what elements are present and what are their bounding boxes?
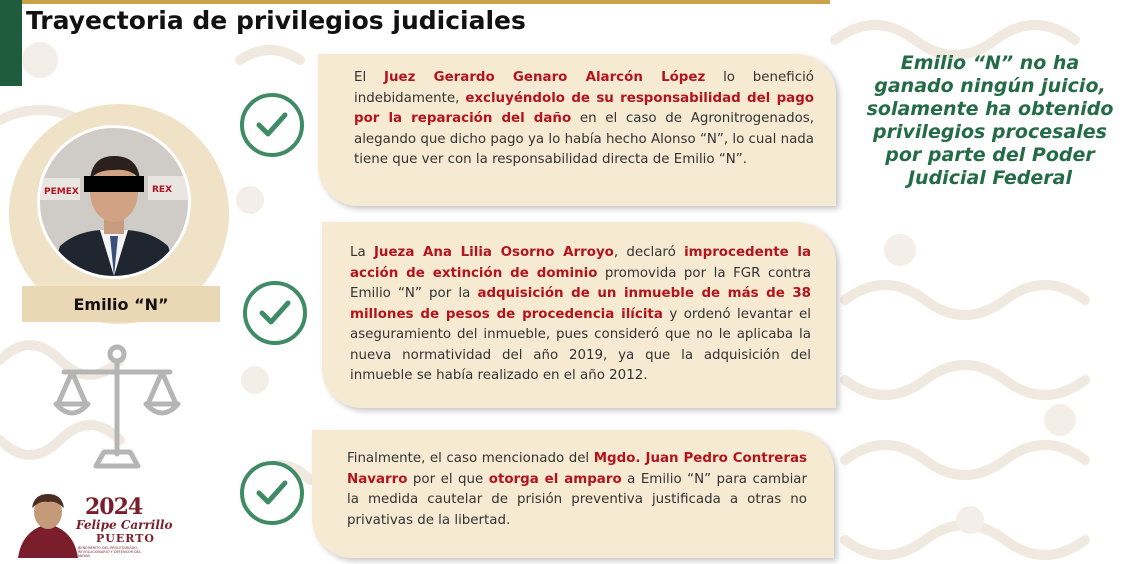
check-circle-icon [243, 281, 307, 345]
card-3-highlight: otorga el amparo [488, 471, 622, 487]
card-2-part: y ordenó levantar el aseguramiento del inmueble, pues consideró que no le aplicaba la nueva normatividad del año 2019, ya que la adquisición del inmueble se había realizado en el año 2012. [350, 306, 812, 383]
card-1-part: en el caso de Agronitrogenados, alegando que dicho pago ya lo había hecho Alonso “N”, lo cual nada tiene que ver con la responsabilidad directa de Emilio “N”. [354, 111, 814, 167]
card-2-highlight: improcedente la acción de extinción de dominio [350, 245, 811, 281]
logo-caption: BENEMÉRITO DEL PROLETARIADO, REVOLUCIONARIO Y DEFENSOR DEL MAYAB [78, 546, 142, 558]
subject-name: Emilio “N” [22, 286, 220, 322]
side-statement: Emilio “N” no ha ganado ningún juicio, solamente ha obtenido privilegios procesales por parte del Poder Judicial Federal [866, 52, 1114, 189]
card-1-highlight: excluyéndolo de su responsabilidad del pago por la reparación del daño [354, 90, 814, 126]
check-circle-icon [240, 93, 304, 157]
card-2-text [350, 243, 811, 387]
svg-text:REX: REX [152, 185, 173, 195]
svg-text:PEMEX: PEMEX [44, 187, 79, 197]
portrait-emblem-icon [12, 490, 82, 560]
judge-name: Juez Gerardo Genaro Alarcón López [384, 70, 706, 85]
left-accent-bar [0, 0, 22, 86]
scale-of-justice-icon [52, 342, 182, 472]
subject-photo [37, 125, 191, 279]
card-2-part: , declaró [613, 245, 685, 260]
card-2-part: La [350, 245, 374, 260]
top-rule [0, 0, 830, 4]
card-1-part: El [354, 70, 384, 85]
card-3-part: a Emilio “N” para cambiar la medida cautelar de prisión preventiva justificada a otras no privativas de la libertad. [347, 471, 807, 528]
logo-name-line2: PUERTO [96, 532, 155, 545]
page-title: Trayectoria de privilegios judiciales [26, 6, 526, 35]
check-circle-icon [240, 461, 304, 525]
card-1-text [354, 68, 814, 171]
logo-name-line1: Felipe Carrillo [76, 518, 173, 532]
card-3-part: Finalmente, el caso mencionado del [347, 451, 594, 466]
logo-year: 2024 [85, 494, 143, 520]
judge-name: Mgdo. Juan Pedro Contreras Navarro [347, 451, 807, 487]
card-3-part: por el que [407, 471, 489, 487]
card-1-part: lo benefició indebidamente, [354, 70, 814, 106]
card-2-highlight: adquisición de un inmueble de más de 38 millones de pesos de procedencia ilícita [350, 286, 811, 322]
judge-name: Jueza Ana Lilia Osorno Arroyo [373, 245, 614, 260]
card-3-text [347, 449, 807, 531]
card-2-part: promovida por la FGR contra Emilio “N” por la [350, 265, 811, 301]
